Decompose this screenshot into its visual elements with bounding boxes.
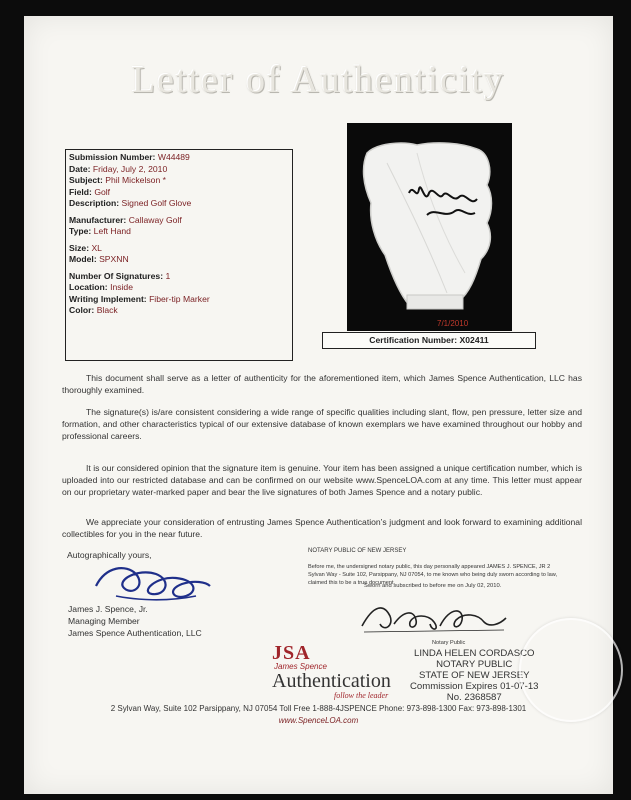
golf-glove-image (347, 123, 512, 331)
certification-number-box (322, 332, 536, 349)
footer-address: 2 Sylvan Way, Suite 102 Parsippany, NJ 07054 Toll Free 1-888-4JSPENCE Phone: 973-898-1300 Fax: 973-898-1301 (110, 704, 527, 713)
notary-statement: Before me, the undersigned notary public, this day personally appeared JAMES J. SPENCE, JR 2 Sylvan Way - Suite 102, Parsippany, NJ 07054, to me known who being duly sworn according to law, claimed this to be a true document. (308, 564, 558, 586)
glove-cuff (407, 295, 463, 309)
info-label: Description: (69, 198, 120, 208)
info-row-writing-implement (69, 294, 289, 306)
signer-block (68, 603, 202, 639)
info-value: Fiber-tip Marker (149, 293, 210, 304)
notary-seal-line: Commission Expires 01-07-13 (410, 681, 539, 692)
closing-text: Autographically yours, (67, 550, 152, 560)
info-label: Location: (69, 282, 108, 292)
jsa-tagline: follow the leader (334, 691, 389, 700)
notary-signature (354, 596, 514, 638)
info-value: Signed Golf Glove (121, 198, 192, 208)
cert-label: Certification Number: (369, 335, 458, 345)
notary-seal-line: No. 2368587 (446, 692, 502, 703)
info-value: W44489 (157, 152, 190, 162)
info-row-description (69, 198, 289, 210)
footer-website-link[interactable]: www.SpenceLOA.com (278, 716, 359, 725)
info-label: Subject: (69, 175, 103, 185)
james-spence-signature (86, 556, 216, 604)
info-row-type (69, 226, 289, 238)
info-value: Left Hand (93, 226, 131, 236)
jsa-logo (272, 642, 412, 702)
info-value: 1 (165, 270, 171, 281)
info-row-date (69, 164, 289, 176)
info-row-location (69, 282, 289, 294)
info-value: XL (91, 242, 102, 253)
paragraph-3: It is our considered opinion that the signature item is genuine. Your item has been assigned a unique certification number, which is uploaded into our restricted database and can be confirmed on our website www.SpenceLOA.com at any time. This letter must appear on our proprietary water-marked paper and bear the live signatures of both James Spence and a notary public. (62, 463, 582, 497)
info-label: Field: (69, 186, 92, 197)
info-value: Black (96, 305, 118, 315)
jsa-letters: JSA (272, 642, 311, 664)
info-value: Inside (110, 282, 133, 292)
jsa-company: James Spence (274, 662, 327, 671)
info-value: Friday, July 2, 2010 (92, 163, 168, 174)
paragraph-1: This document shall serve as a letter of authenticity for the aforementioned item, which James Spence Authentication, LLC has thoroughly examined. (62, 373, 582, 395)
notary-seal-line: LINDA HELEN CORDASCO (414, 648, 535, 659)
notary-public-label: Notary Public (432, 640, 466, 646)
notary-seal-line: NOTARY PUBLIC (436, 659, 513, 670)
info-row-color (69, 305, 289, 317)
signer-role: Managing Member (68, 616, 140, 626)
jsa-authentication: Authentication (272, 670, 391, 692)
info-label: Color: (69, 305, 95, 315)
info-label: Manufacturer: (69, 214, 127, 225)
photo-date-stamp: 7/1/2010 (437, 319, 469, 328)
info-label: Writing Implement: (69, 293, 147, 304)
info-row-model (69, 254, 289, 266)
info-value: Golf (94, 186, 111, 197)
info-row-submission (69, 152, 289, 164)
item-info-box (65, 149, 293, 361)
info-row-manufacturer (69, 215, 289, 227)
info-label: Type: (69, 226, 92, 236)
notary-seal-line: STATE OF NEW JERSEY (418, 670, 530, 681)
paragraph-4: We appreciate your consideration of entrusting James Spence Authentication’s judgment and look forward to examining additional collectibles for you in the near future. (62, 517, 582, 539)
item-photo (347, 123, 512, 331)
info-row-subject (69, 175, 289, 187)
info-row-size (69, 243, 289, 255)
letter-title: Letter of Authenticity (131, 59, 506, 101)
info-row-signature-count (69, 271, 289, 283)
info-value: Phil Mickelson * (105, 175, 166, 185)
notary-sworn-line: Sworn and subscribed to before me on July 02, 2010. (364, 583, 502, 589)
info-label: Number Of Signatures: (69, 270, 164, 281)
signer-name: James J. Spence, Jr. (68, 604, 148, 614)
signer-company: James Spence Authentication, LLC (68, 628, 202, 638)
info-label: Submission Number: (69, 152, 156, 162)
info-value: SPXNN (99, 254, 129, 264)
paragraph-2: The signature(s) is/are consistent considering a wide range of specific qualities including slant, flow, pen pressure, letter size and formation, and other characteristics typical of our extensive database of known exemplars we have examined throughout our hobby and professional careers. (62, 407, 582, 441)
info-label: Size: (69, 242, 90, 253)
cert-number: X02411 (459, 335, 489, 345)
info-value: Callaway Golf (128, 214, 182, 225)
info-row-field (69, 187, 289, 199)
certificate-document (24, 16, 613, 794)
info-label: Date: (69, 163, 91, 174)
info-label: Model: (69, 254, 97, 264)
notary-header: NOTARY PUBLIC OF NEW JERSEY (308, 548, 407, 554)
